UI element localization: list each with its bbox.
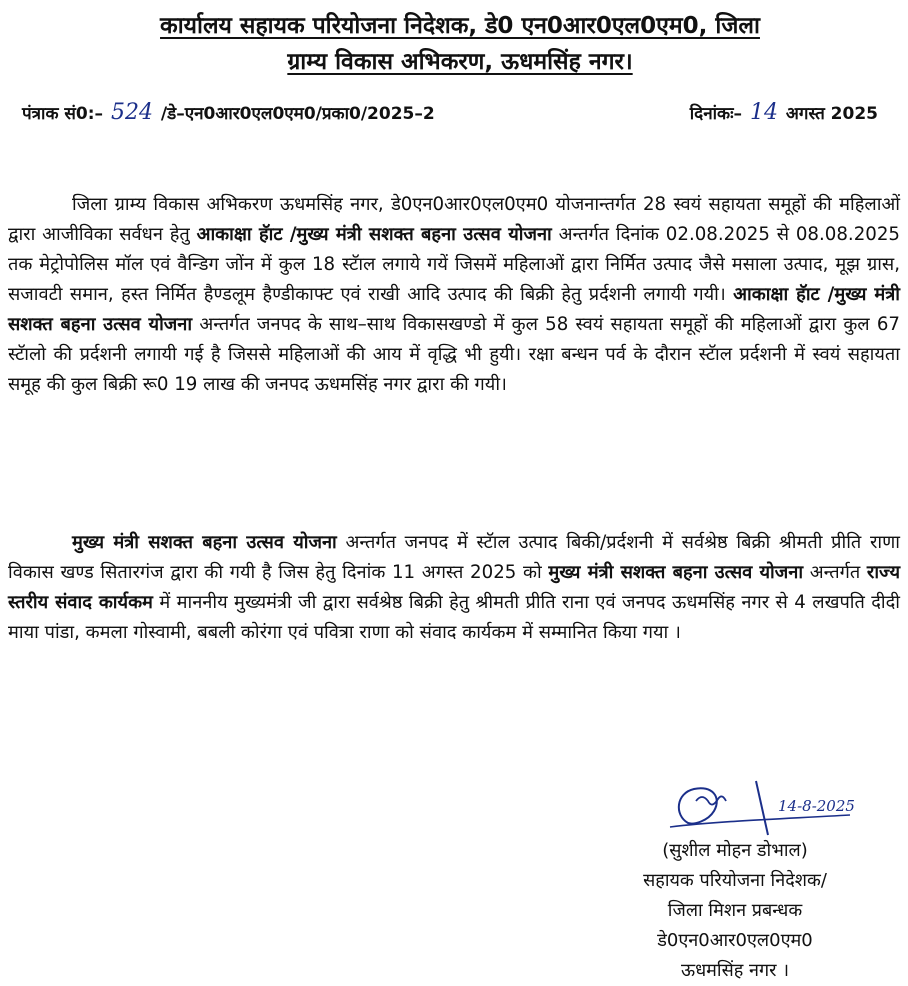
office-header: [60, 8, 860, 80]
date-label: दिनांकः–: [689, 104, 743, 124]
p2-bold-2: मुख्य मंत्री सशक्त बहना उत्सव योजना: [548, 562, 804, 583]
p2-bold-3: राज्य स्तरीय संवाद कार्यकम: [8, 562, 900, 613]
letter-number-prefix: पंत्राक सं0:–: [22, 104, 104, 124]
signatory-name: (सुशील मोहन डोभाल): [662, 840, 808, 861]
signatory-designation-2: जिला मिशन प्रबन्धक: [667, 900, 803, 921]
signatory-block: [590, 836, 880, 986]
p1-text-3: अन्तर्गत जनपद के साथ–साथ विकासखण्डो में कुल 58 स्वयं सहायता समूहों की महिलाओं द्वारा कुल 67 स्टॅालो की प्रर्दशनी लगायी गई है जिससे महिलाओं की आय में वृद्धि भी हुयी। रक्षा बन्धन पर्व के दौरान स्टॅाल प्रर्दशनी में स्वयं सहायता समूह की कुल बिक्री रू0 19 लाख की जनपद ऊधमसिंह नगर द्वारा की गयी।: [8, 314, 900, 395]
letter-number-handwritten: 524: [110, 100, 153, 125]
body-paragraph-1: [8, 190, 900, 400]
p1-bold-1: आकाक्षा हॅाट /मुख्य मंत्री सशक्त बहना उत्सव योजना: [196, 224, 552, 245]
p2-text-2: अन्तर्गत: [803, 562, 867, 583]
signatory-org: डे0एन0आर0एल0एम0: [657, 930, 813, 951]
p2-text-1: अन्तर्गत जनपद में स्टॅाल उत्पाद बिकी/प्रर्दशनी में सर्वश्रेष्ठ बिक्री श्रीमती प्रीति राणा विकास खण्ड सितारगंज द्वारा की गयी है जिस हेतु दिनांक 11 अगस्त 2025 को: [8, 532, 901, 583]
p1-text-2: अन्तर्गत दिनांक 02.08.2025 से 08.08.2025 तक मेट्रोपोलिस मॉल एवं वैन्डिग जोंन में कुल 18 स्टॅाल लगाये गयें जिसमें महिलाओं द्वारा निर्मित उत्पाद जैसे मसाला उत्पाद, मूझ ग्रास, सजावटी समान, हस्त निर्मित हैण्डलूम हैण्डीकाफ्ट एवं राखी आदि उत्पाद की बिक्री हेतु प्रर्दशनी लगायी गयी।: [8, 224, 900, 305]
date-month-year: अगस्त 2025: [785, 104, 878, 124]
handwritten-signature: [660, 775, 860, 845]
p1-bold-2: आकाक्षा हॅाट /मुख्य मंत्री सशक्त बहना उत्सव योजना: [8, 284, 900, 335]
header-line-2: ग्राम्य विकास अभिकरण, ऊधमसिंह नगर।: [287, 49, 633, 75]
signatory-place: ऊधमसिंह नगर ।: [680, 960, 790, 981]
p1-text-1: जिला ग्राम्य विकास अभिकरण ऊधमसिंह नगर, डे0एन0आर0एल0एम0 योजनान्तर्गत 28 स्वयं सहायता समूहों की महिलाओं द्वारा आजीविका सर्वधन हेतु: [8, 194, 900, 245]
letter-date: [690, 100, 878, 127]
p2-text-3: में माननीय मुख्यमंत्री जी द्वारा सर्वश्रेष्ठ बिक्री हेतु श्रीमती प्रीति राना एवं जनपद ऊधमसिंह नगर से 4 लखपति दीदी माया पांडा, कमला गोस्वामी, बबली कोरंगा एवं पवित्रा राणा को संवाद कार्यकम में सम्मानित किया गया ।: [8, 592, 901, 643]
signatory-designation-1: सहायक परियोजना निदेशक/: [643, 870, 827, 891]
letter-number: [22, 100, 435, 127]
p2-bold-1: मुख्य मंत्री सशक्त बहना उत्सव योजना: [72, 532, 337, 553]
header-line-1: कार्यालय सहायक परियोजना निदेशक, डे0 एन0आर0एल0एम0, जिला: [160, 13, 760, 39]
body-paragraph-2: [8, 528, 900, 648]
signature-date: 14-8-2025: [778, 797, 855, 815]
letter-number-suffix: /डे–एन0आर0एल0एम0/प्रका0/2025–2: [160, 104, 435, 124]
date-day-handwritten: 14: [749, 100, 778, 125]
